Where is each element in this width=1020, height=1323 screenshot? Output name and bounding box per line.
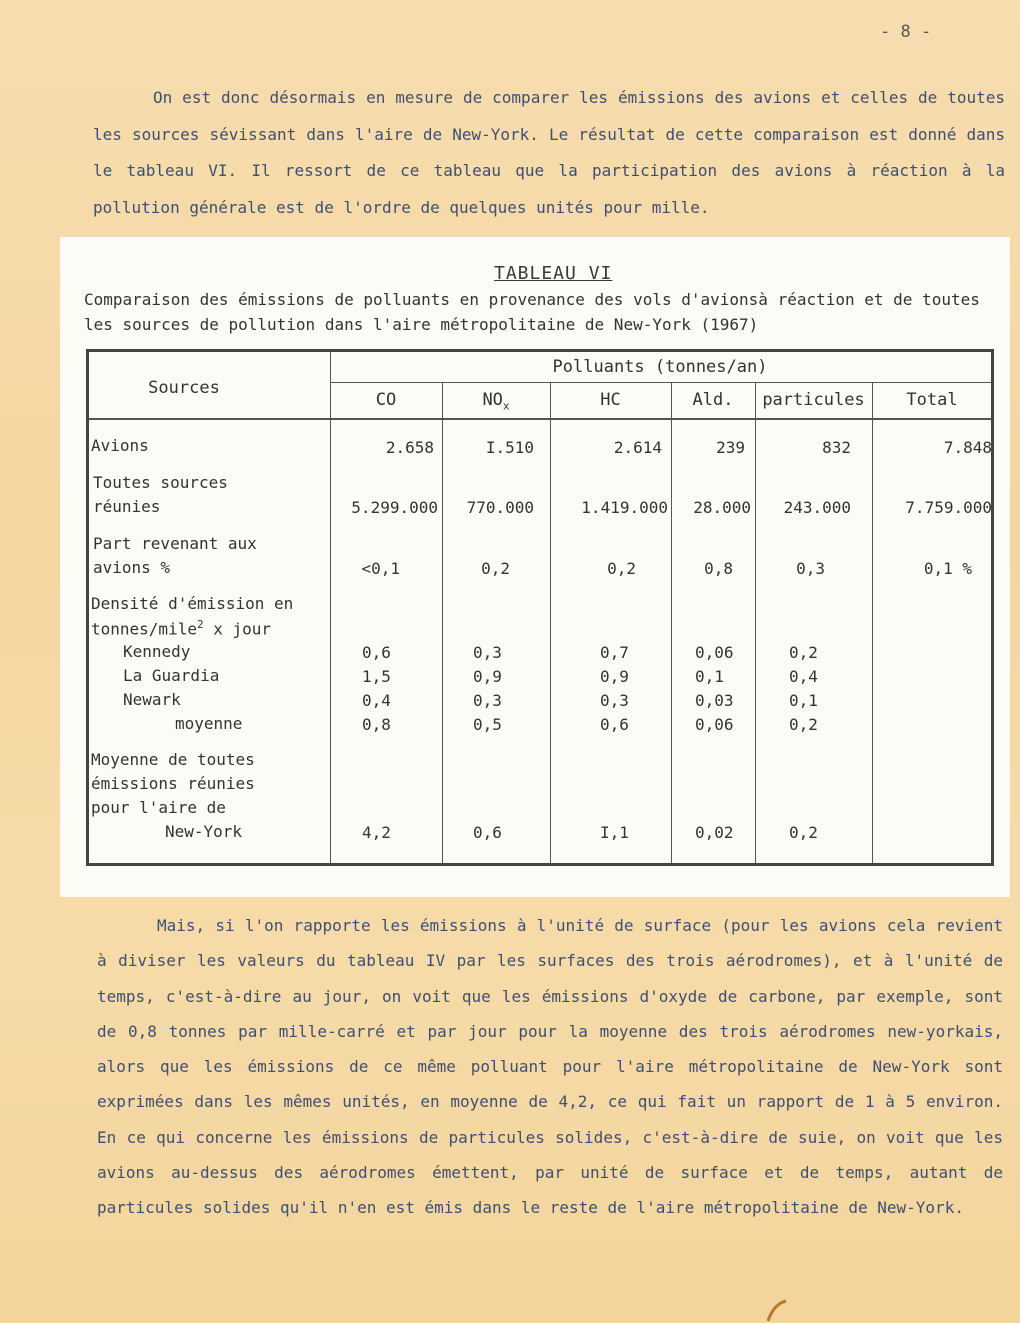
cell-density-nox: 0,3	[473, 691, 502, 710]
cell-toutes-total: 7.759.000	[905, 498, 992, 517]
row-label-moyenne-4: New-York	[165, 822, 243, 841]
row-label-part-1: Part revenant aux	[93, 534, 257, 553]
cell-density-co: 0,6	[362, 643, 391, 662]
body-paragraph: Mais, si l'on rapporte les émissions à l'unité de surface (pour les avions cela revient à diviser les valeurs du tableau IV par les surfaces des trois aérodromes), et à l'unité de temps, c'est-à-dire au jour, on voit que les émissions d'oxyde de carbone, par exemple, sont de 0,8 tonnes par mille-carré et par jour pour la moyenne des trois aérodromes new-yorkais, alors que les émissions de ce même polluant pour l'aire métropolitaine de New-York sont exprimées dans les mêmes unités, en moyenne de 4,2, ce qui fait un rapport de 1 à 5 environ. En ce qui concerne les émissions de particules solides, c'est-à-dire de suie, on voit que les avions au-dessus des aérodromes émettent, par unité de surface et de temps, autant de particules solides qu'il n'en est émis dans le reste de l'aire métropolitaine de New-York.	[97, 916, 1003, 1218]
sub-row-label: La Guardia	[123, 666, 220, 685]
table-caption: Comparaison des émissions de polluants en provenance des vols d'avionsà réaction et de toutes les sources de pollution dans l'aire métropolitaine de New-York (1967)	[84, 290, 980, 334]
cell-density-part: 0,2	[789, 715, 818, 734]
sub-row-label: moyenne	[175, 714, 243, 733]
cell-part-co: <0,1	[361, 559, 400, 578]
cell-avg-co: 4,2	[362, 823, 391, 842]
cell-part-total: 0,1 %	[923, 559, 972, 578]
cell-toutes-co: 5.299.000	[351, 498, 438, 517]
header-particules: particules	[762, 390, 865, 410]
cell-density-hc: 0,6	[600, 715, 629, 734]
cell-toutes-nox: 770.000	[466, 498, 534, 517]
cell-density-hc: 0,9	[600, 667, 629, 686]
cell-density-ald: 0,06	[695, 643, 734, 662]
cell-density-nox: 0,9	[473, 667, 502, 686]
table-title: TABLEAU VI	[494, 263, 613, 284]
row-label-toutes-2: réunies	[93, 497, 161, 516]
cell-part-part: 0,3	[796, 559, 825, 578]
row-label-part-2: avions %	[93, 558, 171, 577]
header-nox: $NO_x$	[482, 390, 510, 413]
header-total: Total	[906, 390, 958, 410]
cell-density-nox: 0,5	[473, 715, 502, 734]
cell-toutes-ald: 28.000	[693, 498, 751, 517]
header-ald: Ald.	[692, 390, 734, 410]
row-label-densite-2: tonnes/mile$^2$ x jour	[91, 618, 272, 639]
cell-density-part: 0,1	[789, 691, 818, 710]
cell-avions-ald: 239	[716, 438, 745, 457]
cell-toutes-part: 243.000	[783, 498, 851, 517]
header-pollutants: Polluants (tonnes/an)	[552, 357, 768, 377]
cell-part-nox: 0,2	[481, 559, 510, 578]
row-label-densite-1: Densité d'émission en	[91, 594, 294, 613]
cell-avions-total: 7.848	[943, 438, 992, 457]
cell-avg-part: 0,2	[789, 823, 818, 842]
cell-density-ald: 0,03	[695, 691, 734, 710]
header-co: CO	[375, 390, 397, 410]
cell-density-nox: 0,3	[473, 643, 502, 662]
cell-density-ald: 0,1	[695, 667, 724, 686]
cell-part-ald: 0,8	[704, 559, 733, 578]
sub-row-label: Newark	[123, 690, 181, 709]
cell-avions-hc: 2.614	[613, 438, 662, 457]
cell-density-co: 1,5	[362, 667, 391, 686]
cell-density-part: 0,4	[789, 667, 818, 686]
row-label-toutes-1: Toutes sources	[93, 473, 228, 492]
row-label-moyenne-2: émissions réunies	[91, 774, 255, 793]
cell-density-hc: 0,7	[600, 643, 629, 662]
cell-avg-ald: 0,02	[695, 823, 734, 842]
cell-density-ald: 0,06	[695, 715, 734, 734]
cell-density-part: 0,2	[789, 643, 818, 662]
cell-density-hc: 0,3	[600, 691, 629, 710]
cell-avions-part: 832	[822, 438, 851, 457]
cell-density-co: 0,8	[362, 715, 391, 734]
cell-avg-hc: I,1	[600, 823, 629, 842]
row-label-moyenne-3: pour l'aire de	[91, 798, 226, 817]
ink-mark	[760, 1295, 800, 1323]
sub-row-label: Kennedy	[123, 642, 191, 661]
table-panel	[60, 237, 1010, 897]
data-table	[86, 349, 994, 866]
cell-avg-nox: 0,6	[473, 823, 502, 842]
cell-density-co: 0,4	[362, 691, 391, 710]
row-label-moyenne-1: Moyenne de toutes	[91, 750, 255, 769]
page-number: - 8 -	[880, 22, 932, 42]
header-sources: Sources	[148, 378, 220, 398]
intro-paragraph: On est donc désormais en mesure de comparer les émissions des avions et celles de toutes les sources sévissant dans l'aire de New-York. Le résultat de cette comparaison est donné dans le tableau VI. Il ressort de ce tableau que la participation des avions à réaction à la pollution générale est de l'ordre de quelques unités pour mille.	[93, 88, 1005, 217]
header-hc: HC	[600, 390, 621, 410]
cell-avions-nox: I.510	[485, 438, 534, 457]
row-label-avions: Avions	[91, 436, 149, 455]
cell-avions-co: 2.658	[385, 438, 434, 457]
cell-part-hc: 0,2	[607, 559, 636, 578]
cell-toutes-hc: 1.419.000	[581, 498, 668, 517]
